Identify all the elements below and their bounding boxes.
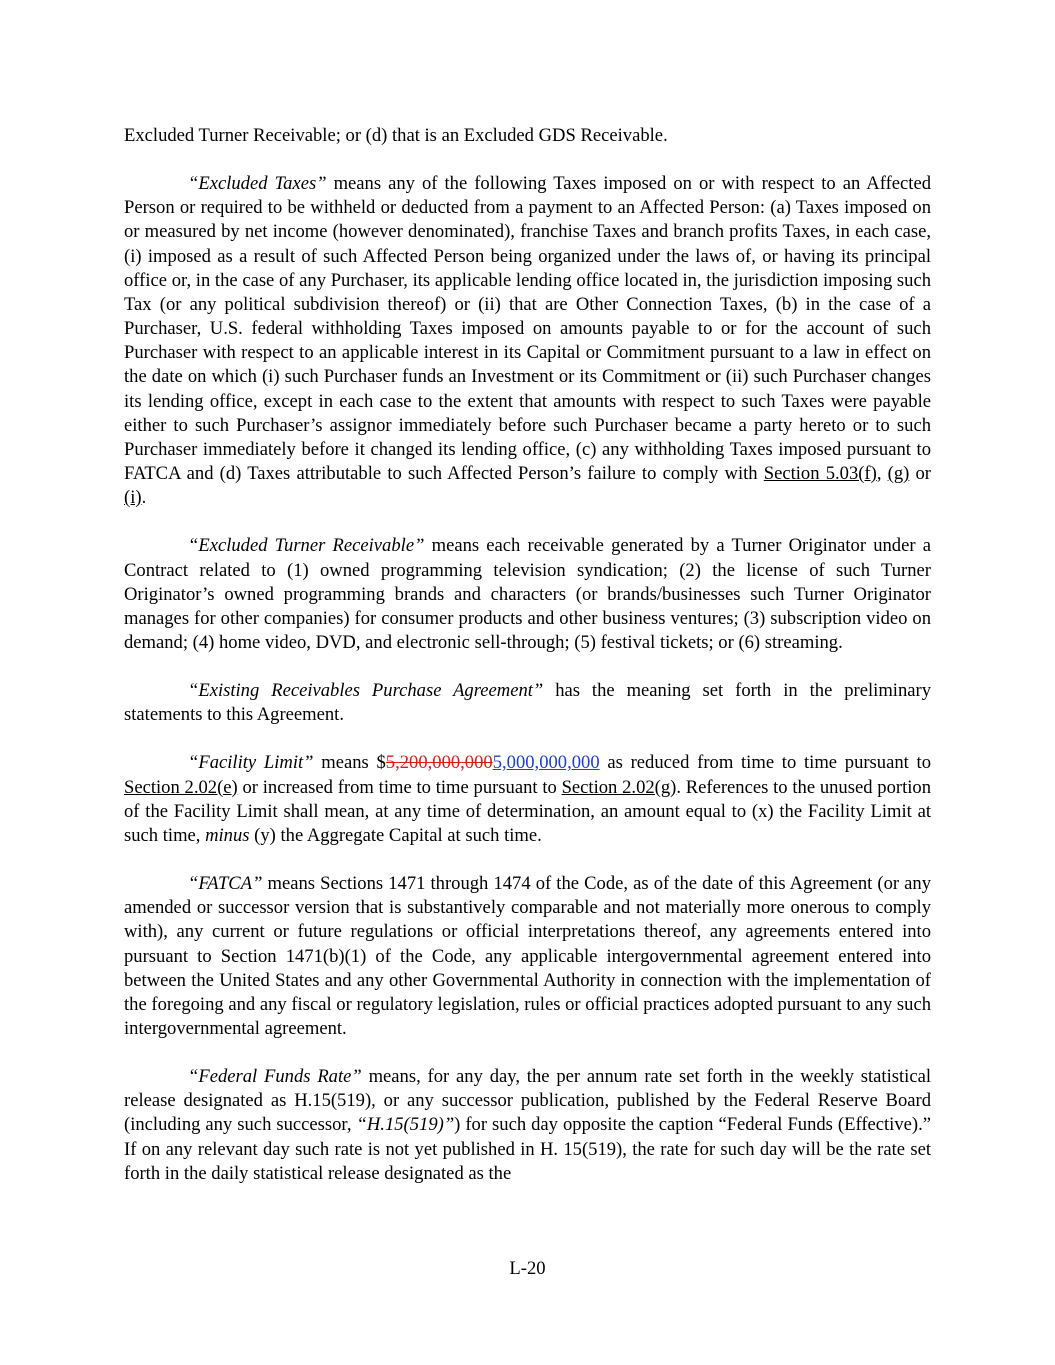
defined-term: “Facility Limit”	[188, 752, 314, 774]
definition-body: means each receivable generated by a Turner Originator under a Contract related to (1) owned programming television syndication; (2) the license of such Turner Originator’s owned programming brands and characters (or brands/businesses such Turner Originator manages for other companies) for consumer products and other business ventures; (3) subscription video on demand; (4) home video, DVD, and electronic sell-through; (5) festival tickets; or (6) streaming.	[124, 535, 931, 653]
separator: or	[909, 463, 931, 485]
definition-federal-funds-rate	[124, 1065, 931, 1186]
definition-fatca	[124, 872, 931, 1041]
definition-body: has the meaning set forth in the preliminary statements to this Agreement.	[124, 680, 931, 726]
definition-body: as reduced from time to time pursuant to	[599, 752, 931, 774]
definition-facility-limit	[124, 751, 931, 848]
period: .	[141, 487, 147, 509]
section-reference: Section 5.03(f)	[763, 463, 877, 485]
deleted-amount: 5,200,000,000	[385, 752, 493, 774]
section-reference: Section 2.02(g)	[561, 776, 677, 798]
section-reference: Section 2.02(e)	[124, 776, 238, 798]
definition-body: means, for any day, the per annum rate set forth in the weekly statistical release designated as H.15(519), or any successor publication, published by the Federal Reserve Board (including any such successor,	[124, 1066, 931, 1136]
page-number: L-20	[509, 1258, 546, 1279]
definition-body: (y) the Aggregate Capital at such time.	[249, 824, 542, 846]
section-reference: (g)	[887, 463, 910, 485]
definition-body: or increased from time to time pursuant to	[237, 776, 562, 798]
document-page	[124, 124, 931, 1186]
defined-term-h15: “H.15(519)”	[356, 1114, 455, 1136]
defined-term: “Excluded Taxes”	[188, 173, 327, 195]
definition-body: ) for such day opposite the caption “Federal Funds (Effective).” If on any relevant day such rate is not yet published in H. 15(519), the rate for such day will be the rate set forth in the daily statistical release designated as the	[124, 1114, 931, 1184]
definition-body: means Sections 1471 through 1474 of the Code, as of the date of this Agreement (or any amended or successor version that is substantively comparable and not materially more onerous to comply with), any current or future regulations or official interpretations thereof, any agreements entered into pursuant to Section 1471(b)(1) of the Code, any applicable intergovernmental agreement entered into between the United States and any other Governmental Authority in connection with the implementation of the foregoing and any fiscal or regulatory legislation, rules or official practices adopted pursuant to any such intergovernmental agreement.	[124, 873, 931, 1039]
separator: ,	[876, 463, 888, 485]
definition-excluded-turner-receivable	[124, 534, 931, 655]
defined-term: “Federal Funds Rate”	[188, 1066, 362, 1088]
definition-body: means $	[313, 752, 386, 774]
definition-excluded-taxes	[124, 172, 931, 510]
defined-term: “FATCA”	[188, 873, 263, 895]
intro-fragment: Excluded Turner Receivable; or (d) that is an Excluded GDS Receivable.	[124, 125, 668, 146]
inserted-amount: 5,000,000,000	[492, 752, 600, 774]
definition-body: means any of the following Taxes imposed on or with respect to an Affected Person or required to be withheld or deducted from a payment to an Affected Person: (a) Taxes imposed on or measured by net income (however denominated), franchise Taxes and branch profits Taxes, in each case, (i) imposed as a result of such Affected Person being organized under the laws of, or having its principal office or, in the case of any Purchaser, its applicable lending office located in, the jurisdiction imposing such Tax (or any political subdivision thereof) or (ii) that are Other Connection Taxes, (b) in the case of a Purchaser, U.S. federal withholding Taxes imposed on amounts payable to or for the account of such Purchaser with respect to an applicable interest in its Capital or Commitment pursuant to a law in effect on the date on which (i) such Purchaser funds an Investment or its Commitment or (ii) such Purchaser changes its lending office, except in each case to the extent that amounts with respect to such Taxes were payable either to such Purchaser’s assignor immediately before such Purchaser became a party hereto or to such Purchaser immediately before it changed its lending office, (c) any withholding Taxes imposed pursuant to FATCA and (d) Taxes attributable to such Affected Person’s failure to comply with	[124, 173, 931, 485]
definition-existing-receivables-purchase-agreement	[124, 679, 931, 727]
definition-body: . References to the unused portion of the Facility Limit shall mean, at any time of determination, an amount equal to (x) the Facility Limit at such time,	[124, 776, 931, 846]
defined-term: “Existing Receivables Purchase Agreement”	[188, 680, 544, 702]
defined-term: “Excluded Turner Receivable”	[188, 535, 425, 557]
section-reference: (i)	[124, 487, 142, 509]
italic-minus: minus	[205, 824, 250, 846]
